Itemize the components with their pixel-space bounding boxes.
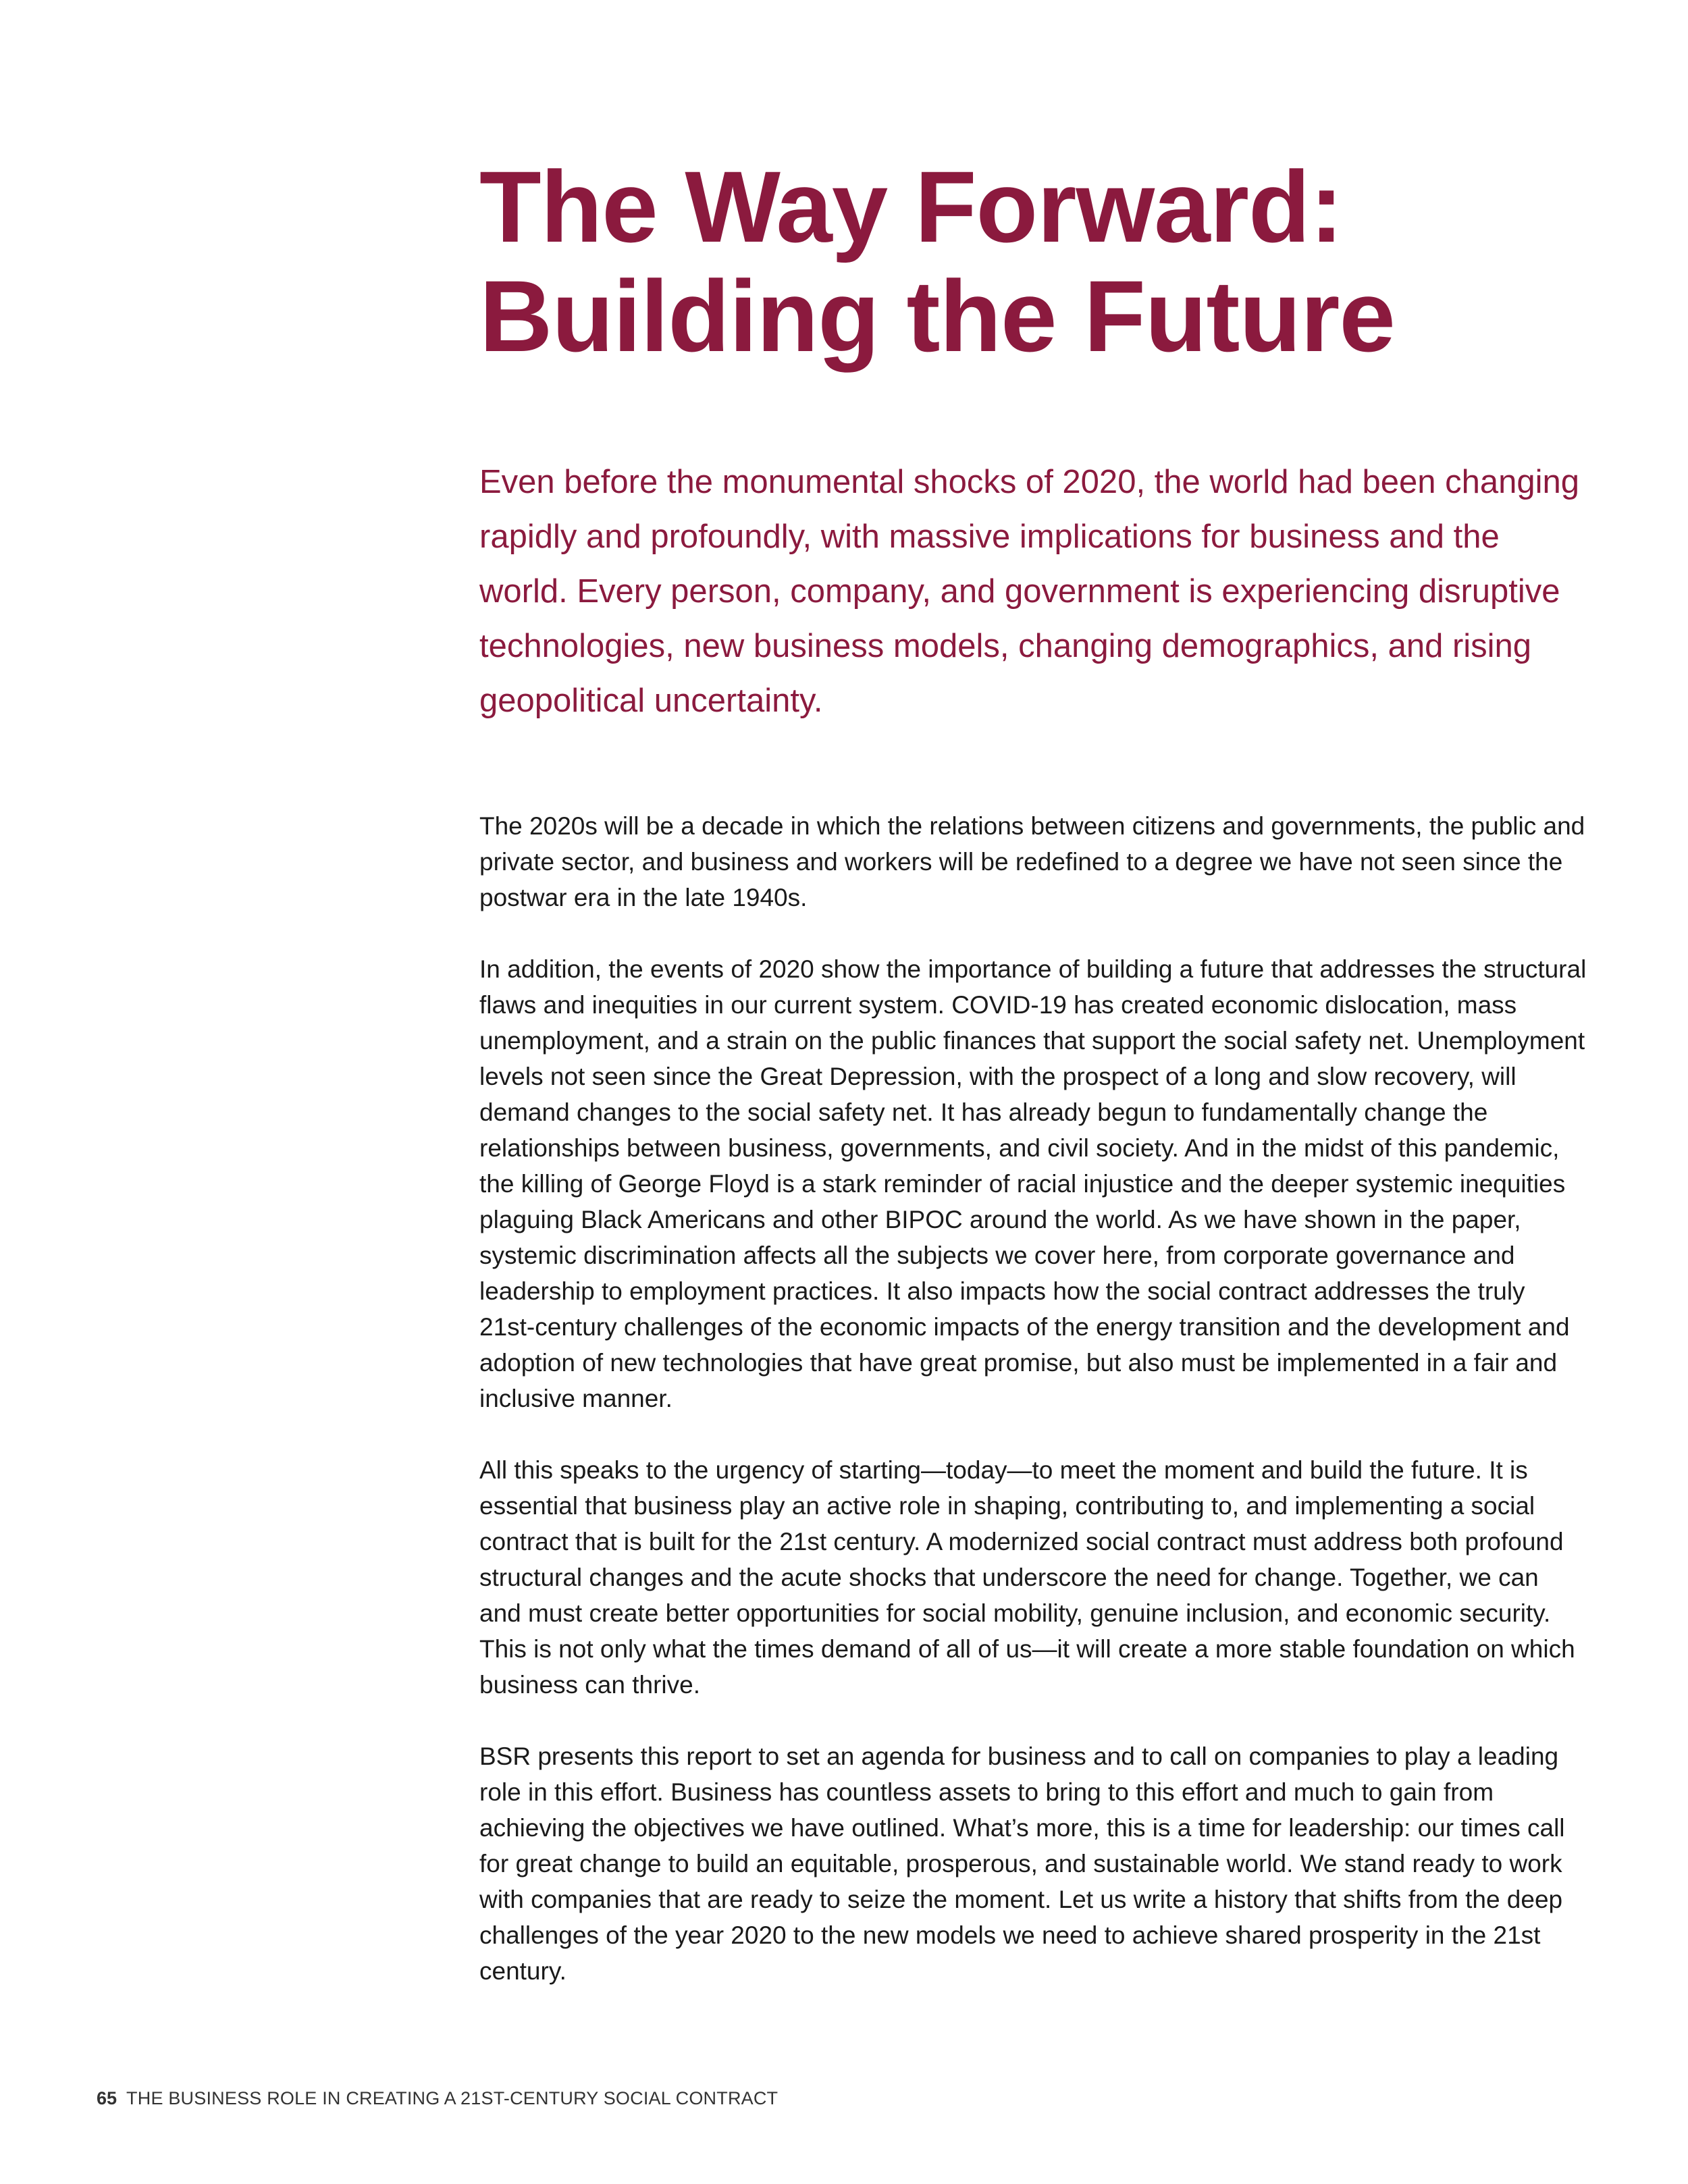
body-paragraph-3: All this speaks to the urgency of starting—today—to meet the moment and build the future. It is essential that business play an active role in shaping, contributing to, and implementing a social contract that is built for the 21st century. A modernized social contract must address both profound structural changes and the acute shocks that underscore the need for change. Together, we can and must create better opportunities for social mobility, genuine inclusion, and economic security. This is not only what the times demand of all of us—it will create a more stable foundation on which business can thrive.: [479, 1456, 1575, 1699]
body-paragraph-2: In addition, the events of 2020 show the importance of building a future that addresses the structural flaws and inequities in our current system. COVID-19 has created economic dislocation, mass unemployment, and a strain on the public finances that support the social safety net. Unemployment levels not seen since the Great Depression, with the prospect of a long and slow recovery, will demand changes to the social safety net. It has already begun to fundamentally change the relationships between business, governments, and civil society. And in the midst of this pandemic, the killing of George Floyd is a stark reminder of racial injustice and the deeper systemic inequities plaguing Black Americans and other BIPOC around the world. As we have shown in the paper, systemic discrimination affects all the subjects we cover here, from corporate governance and leadership to employment practices. It also impacts how the social contract addresses the truly 21st-century challenges of the economic impacts of the energy transition and the development and adoption of new technologies that have great promise, but also must be implemented in a fair and inclusive manner.: [479, 955, 1587, 1412]
page-footer: [97, 2088, 778, 2109]
publication-title: THE BUSINESS ROLE IN CREATING A 21ST-CENTURY SOCIAL CONTRACT: [126, 2088, 779, 2108]
lede-paragraph: Even before the monumental shocks of 2020, the world had been changing rapidly and profoundly, with massive implications for business and the world. Every person, company, and government is experiencing disruptive technologies, new business models, changing demographics, and rising geopolitical uncertainty.: [479, 464, 1579, 719]
page-title: [479, 152, 1587, 371]
body-paragraph-4: BSR presents this report to set an agenda for business and to call on companies to play a leading role in this effort. Business has countless assets to bring to this effort and much to gain from achieving the objectives we have outlined. What’s more, this is a time for leadership: our times call for great change to build an equitable, prosperous, and sustainable world. We stand ready to work with companies that are ready to seize the moment. Let us write a history that shifts from the deep challenges of the year 2020 to the new models we need to achieve shared prosperity in the 21st century.: [479, 1742, 1565, 1985]
page-title-line-1: The Way Forward:: [479, 150, 1343, 263]
page-title-line-2: Building the Future: [479, 259, 1395, 373]
page-content: [479, 152, 1587, 1989]
body-paragraph-1: The 2020s will be a decade in which the relations between citizens and governments, the public and private sector, and business and workers will be redefined to a degree we have not seen since the postwar era in the late 1940s.: [479, 812, 1585, 911]
page-number: 65: [97, 2088, 117, 2108]
